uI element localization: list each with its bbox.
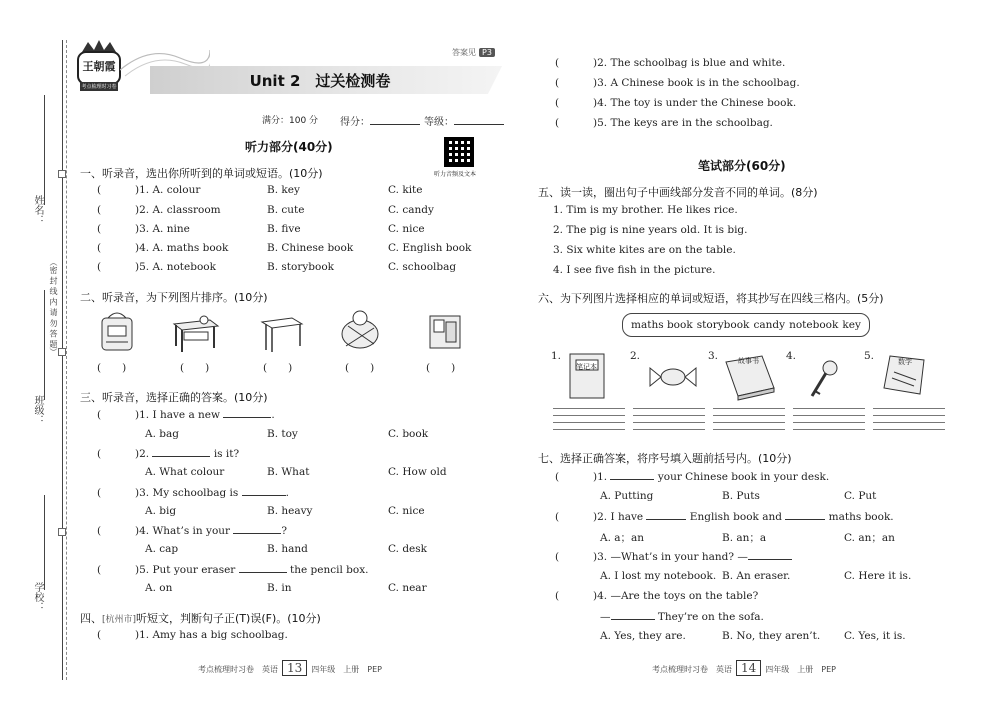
answer-paren[interactable]: ( bbox=[555, 471, 560, 483]
q1-option-a: )2. A. classroom bbox=[135, 204, 221, 216]
q4-heading bbox=[80, 610, 321, 626]
grade-field bbox=[424, 113, 504, 128]
q3-tail: . bbox=[285, 487, 289, 499]
answer-paren[interactable]: ( bbox=[97, 487, 102, 499]
word-bank-item: maths book bbox=[631, 319, 693, 331]
footer-left-grade: 四年级 上册 PEP bbox=[311, 665, 382, 674]
q7-dash: — bbox=[600, 611, 611, 623]
answer-paren[interactable]: ( bbox=[555, 551, 560, 563]
q7-item-1 bbox=[555, 470, 829, 483]
q4-num: 四、 bbox=[80, 612, 102, 625]
answer-paren[interactable]: ( bbox=[97, 223, 102, 235]
answer-paren[interactable]: ( bbox=[555, 511, 560, 523]
q3-tail: ? bbox=[281, 525, 288, 537]
q5-item-3: 3. Six white kites are on the table. bbox=[553, 244, 736, 256]
table-picture bbox=[258, 312, 304, 354]
binding-mark bbox=[58, 348, 66, 356]
answer-paren[interactable]: ( bbox=[97, 409, 102, 421]
q3-stem: )2. bbox=[135, 448, 150, 460]
q3-option-c: C. How old bbox=[388, 466, 447, 478]
q7-option-c: C. an；an bbox=[844, 532, 895, 544]
name-label: 姓名： bbox=[32, 195, 43, 225]
q4-item-2 bbox=[555, 57, 785, 69]
q7-option-b: B. Puts bbox=[722, 490, 760, 502]
q4-statement: )2. The schoolbag is blue and white. bbox=[593, 57, 786, 69]
binding-line bbox=[62, 40, 63, 680]
footer-right bbox=[652, 660, 836, 676]
maths-book-cover-text: 数学 bbox=[898, 358, 912, 366]
answer-paren[interactable]: ( bbox=[555, 77, 560, 89]
q3-option-a: A. What colour bbox=[145, 466, 225, 478]
order-paren-3[interactable]: ( ) bbox=[263, 362, 293, 374]
q6-num-5: 5. bbox=[864, 350, 875, 362]
q7-option-a: A. a；an bbox=[600, 532, 645, 544]
word-bank-item: notebook bbox=[789, 319, 839, 331]
q3-option-b: B. heavy bbox=[267, 505, 313, 517]
answer-blank[interactable] bbox=[646, 510, 686, 520]
q1-option-b: B. five bbox=[267, 223, 301, 235]
q3-option-b: B. toy bbox=[267, 428, 298, 440]
q5-item-4: 4. I see five fish in the picture. bbox=[553, 264, 716, 276]
logo-text: 王朝霞 bbox=[82, 60, 116, 73]
q7-stem: )4. —Are the toys on the table? bbox=[593, 590, 759, 602]
answer-blank[interactable] bbox=[239, 563, 287, 573]
q4-item-1 bbox=[97, 629, 288, 641]
q3-option-a: A. on bbox=[145, 582, 173, 594]
q7-stem: )1. bbox=[593, 471, 608, 483]
q7-item-3 bbox=[555, 550, 792, 563]
answer-paren[interactable]: ( bbox=[555, 57, 560, 69]
order-paren-4[interactable]: ( ) bbox=[345, 362, 375, 374]
q7-option-a: A. Yes, they are. bbox=[600, 630, 686, 642]
q1-option-b: B. Chinese book bbox=[267, 242, 354, 254]
order-paren-2[interactable]: ( ) bbox=[180, 362, 210, 374]
order-paren-1[interactable]: ( ) bbox=[97, 362, 127, 374]
q1-option-b: B. cute bbox=[267, 204, 305, 216]
q1-item bbox=[97, 242, 228, 254]
footer-right-grade: 四年级 上册 PEP bbox=[765, 665, 836, 674]
answer-paren[interactable]: ( bbox=[97, 261, 102, 273]
q4-item-5 bbox=[555, 117, 773, 129]
key-picture bbox=[806, 358, 842, 402]
q3-stem: )5. Put your eraser bbox=[135, 564, 236, 576]
q4-region-tag: [杭州市] bbox=[102, 615, 137, 625]
q1-item bbox=[97, 204, 221, 216]
page-title: Unit 2 过关检测卷 bbox=[249, 72, 391, 90]
answer-blank[interactable] bbox=[242, 486, 286, 496]
grade-label: 等级： bbox=[424, 117, 454, 128]
storybook-cover-text: 故事书 bbox=[738, 357, 759, 365]
class-label: 班级： bbox=[32, 395, 43, 425]
q3-option-c: C. desk bbox=[388, 543, 428, 555]
school-field[interactable] bbox=[44, 495, 45, 590]
q1-option-a: )3. A. nine bbox=[135, 223, 190, 235]
q3-tail: is it? bbox=[213, 448, 240, 460]
qr-code[interactable] bbox=[444, 137, 474, 167]
q7-option-b: B. An eraser. bbox=[722, 570, 791, 582]
binding-margin bbox=[0, 0, 70, 708]
q3-item-4 bbox=[97, 524, 287, 537]
answer-blank[interactable] bbox=[748, 550, 792, 560]
q7-option-c: C. Here it is. bbox=[844, 570, 912, 582]
seal-dash-line bbox=[66, 40, 67, 680]
q3-option-b: B. hand bbox=[267, 543, 308, 555]
order-paren-5[interactable]: ( ) bbox=[426, 362, 456, 374]
score-field bbox=[340, 113, 420, 128]
q1-option-c: C. schoolbag bbox=[388, 261, 457, 273]
q3-item-3 bbox=[97, 486, 289, 499]
writing-grid-2[interactable] bbox=[633, 408, 705, 436]
q4-statement: )4. The toy is under the Chinese book. bbox=[593, 97, 797, 109]
q1-option-b: B. key bbox=[267, 184, 300, 196]
q3-stem: )3. My schoolbag is bbox=[135, 487, 239, 499]
q4-statement: )3. A Chinese book is in the schoolbag. bbox=[593, 77, 800, 89]
q7-item-4 bbox=[555, 590, 758, 602]
q3-stem: )4. What’s in your bbox=[135, 525, 231, 537]
q1-option-a: )4. A. maths book bbox=[135, 242, 229, 254]
grade-blank[interactable] bbox=[454, 115, 504, 125]
footer-left bbox=[198, 660, 382, 676]
q3-tail: . bbox=[271, 409, 275, 421]
q6-num-2: 2. bbox=[630, 350, 641, 362]
q7-option-b: B. an；a bbox=[722, 532, 767, 544]
q5-heading: 五、读一读，圈出句子中画线部分发音不同的单词。(8分) bbox=[538, 186, 818, 199]
q4-item-4 bbox=[555, 97, 796, 109]
answer-paren[interactable]: ( bbox=[555, 97, 560, 109]
q1-item bbox=[97, 261, 216, 273]
q7-option-c: C. Yes, it is. bbox=[844, 630, 906, 642]
q3-item-1 bbox=[97, 408, 275, 421]
writing-grid-1[interactable] bbox=[553, 408, 625, 436]
q1-option-c: C. kite bbox=[388, 184, 423, 196]
q1-option-c: C. English book bbox=[388, 242, 472, 254]
answer-blank[interactable] bbox=[785, 510, 825, 520]
q4-statement: )1. Amy has a big schoolbag. bbox=[135, 629, 288, 641]
q1-item bbox=[97, 184, 200, 196]
q3-option-a: A. bag bbox=[145, 428, 179, 440]
notebook-cover-text: 笔记本 bbox=[576, 363, 597, 371]
footer-right-title: 考点梳理时习卷 英语 bbox=[652, 665, 732, 674]
writing-grid-5[interactable] bbox=[873, 408, 945, 436]
answer-paren[interactable]: ( bbox=[97, 525, 102, 537]
candy-picture bbox=[648, 364, 698, 390]
footer-left-title: 考点梳理时习卷 英语 bbox=[198, 665, 278, 674]
writing-grid-3[interactable] bbox=[713, 408, 785, 436]
q7-stem: )3. —What’s in your hand? — bbox=[593, 551, 748, 563]
answer-ref-page: P3 bbox=[479, 48, 495, 57]
q5-item-2: 2. The pig is nine years old. It is big. bbox=[553, 224, 748, 236]
q7-tail: your Chinese book in your desk. bbox=[657, 471, 830, 483]
schoolbag-picture bbox=[96, 310, 138, 354]
q7-tail: They’re on the sofa. bbox=[657, 611, 764, 623]
toy-picture bbox=[338, 308, 384, 354]
answer-paren[interactable]: ( bbox=[555, 117, 560, 129]
q3-heading: 三、听录音，选择正确的答案。(10分) bbox=[80, 391, 268, 404]
q7-option-b: B. No, they aren’t. bbox=[722, 630, 821, 642]
desk-picture bbox=[170, 312, 220, 354]
listening-section-title: 听力部分(40分) bbox=[245, 140, 333, 154]
answer-paren[interactable]: ( bbox=[97, 448, 102, 460]
q5-item-1: 1. Tim is my brother. He likes rice. bbox=[553, 204, 738, 216]
q1-option-b: B. storybook bbox=[267, 261, 334, 273]
q2-heading: 二、听录音，为下列图片排序。(10分) bbox=[80, 291, 268, 304]
answer-paren[interactable]: ( bbox=[97, 242, 102, 254]
q3-item-5 bbox=[97, 563, 368, 576]
q3-option-c: C. near bbox=[388, 582, 427, 594]
answer-ref-label: 答案见 bbox=[452, 48, 476, 57]
q4-statement: )5. The keys are in the schoolbag. bbox=[593, 117, 773, 129]
word-bank-item: storybook bbox=[696, 319, 750, 331]
q7-stem: )2. I have bbox=[593, 511, 644, 523]
q3-option-b: B. What bbox=[267, 466, 310, 478]
full-score: 满分：100 分 bbox=[262, 116, 319, 126]
books-picture bbox=[426, 312, 466, 352]
q1-option-a: )1. A. colour bbox=[135, 184, 201, 196]
q6-num-4: 4. bbox=[786, 350, 797, 362]
answer-blank[interactable] bbox=[152, 447, 210, 457]
q7-item-4-line2 bbox=[600, 610, 764, 623]
answer-paren[interactable]: ( bbox=[97, 204, 102, 216]
seal-note: （密 封 线 内 请 勿 答 题） bbox=[49, 258, 58, 356]
word-bank-item: candy bbox=[753, 319, 786, 331]
answer-paren[interactable]: ( bbox=[97, 629, 102, 641]
logo-subtext: 考点梳理时习卷 bbox=[81, 84, 117, 90]
name-field[interactable] bbox=[44, 95, 45, 205]
answer-blank[interactable] bbox=[611, 610, 655, 620]
answer-reference bbox=[452, 47, 495, 58]
page-number-left: 13 bbox=[282, 660, 307, 676]
q7-option-a: A. I lost my notebook. bbox=[600, 570, 717, 582]
q3-option-c: C. nice bbox=[388, 505, 425, 517]
qr-caption: 听力音频及文本 bbox=[434, 171, 477, 178]
q6-num-1: 1. bbox=[551, 350, 562, 362]
page-number-right: 14 bbox=[736, 660, 761, 676]
q7-tail: maths book. bbox=[828, 511, 894, 523]
brand-logo bbox=[72, 38, 126, 94]
school-label: 学校： bbox=[32, 582, 43, 612]
answer-blank[interactable] bbox=[233, 524, 281, 534]
q3-option-b: B. in bbox=[267, 582, 292, 594]
writing-grid-4[interactable] bbox=[793, 408, 865, 436]
answer-blank[interactable] bbox=[610, 470, 654, 480]
word-bank-item: key bbox=[842, 319, 861, 331]
q6-heading: 六、为下列图片选择相应的单词或短语，将其抄写在四线三格内。(5分) bbox=[538, 292, 884, 305]
q3-option-a: A. big bbox=[145, 505, 177, 517]
q4-instruction: 听短文，判断句子正(T)误(F)。(10分) bbox=[136, 612, 321, 625]
score-blank[interactable] bbox=[370, 115, 420, 125]
answer-paren[interactable]: ( bbox=[97, 184, 102, 196]
q7-option-a: A. Putting bbox=[600, 490, 654, 502]
q3-option-c: C. book bbox=[388, 428, 429, 440]
q4-item-3 bbox=[555, 77, 800, 89]
q1-option-a: )5. A. notebook bbox=[135, 261, 216, 273]
notebook-picture bbox=[566, 352, 610, 402]
q6-num-3: 3. bbox=[708, 350, 719, 362]
q1-option-c: C. nice bbox=[388, 223, 425, 235]
q7-heading: 七、选择正确答案，将序号填入题前括号内。(10分) bbox=[538, 452, 792, 465]
q7-mid: English book and bbox=[689, 511, 782, 523]
word-bank bbox=[622, 313, 870, 337]
answer-blank[interactable] bbox=[223, 408, 271, 418]
q7-item-2 bbox=[555, 510, 894, 523]
class-field[interactable] bbox=[44, 290, 45, 400]
q3-option-a: A. cap bbox=[145, 543, 179, 555]
score-label: 得分： bbox=[340, 117, 370, 128]
q1-item bbox=[97, 223, 190, 235]
binding-mark bbox=[58, 528, 66, 536]
q1-option-c: C. candy bbox=[388, 204, 434, 216]
q7-option-c: C. Put bbox=[844, 490, 877, 502]
binding-mark bbox=[58, 170, 66, 178]
q1-heading: 一、听录音，选出你所听到的单词或短语。(10分) bbox=[80, 167, 323, 180]
q3-tail: the pencil box. bbox=[290, 564, 369, 576]
answer-paren[interactable]: ( bbox=[97, 564, 102, 576]
writing-section-title: 笔试部分(60分) bbox=[698, 159, 786, 173]
q3-item-2 bbox=[97, 447, 239, 460]
answer-paren[interactable]: ( bbox=[555, 590, 560, 602]
q3-stem: )1. I have a new bbox=[135, 409, 221, 421]
